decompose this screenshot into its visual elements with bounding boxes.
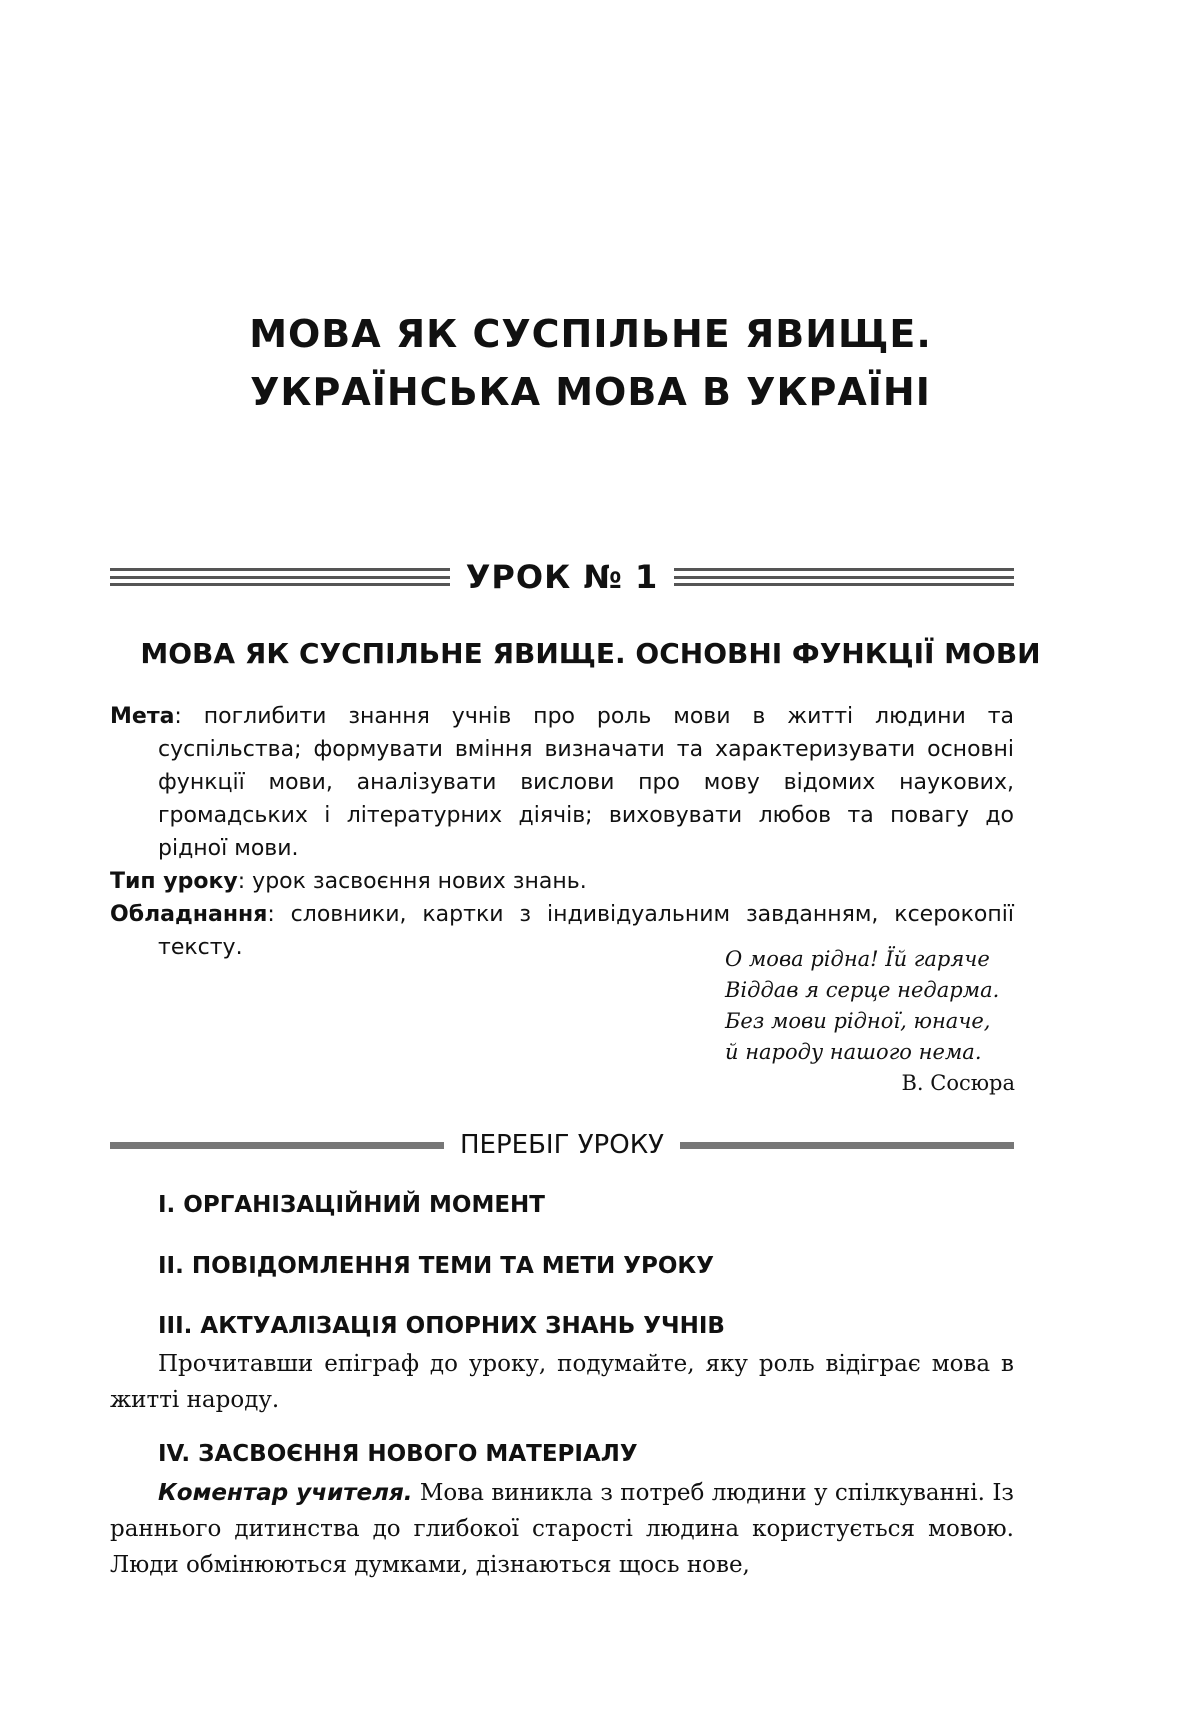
epigraph <box>725 944 1015 1099</box>
stage-4-paragraph <box>110 1475 1014 1583</box>
lesson-type-paragraph <box>110 865 1014 898</box>
lesson-header <box>110 555 1014 599</box>
left-triple-rule <box>110 568 450 586</box>
teacher-comment-label: Коментар учителя. <box>158 1480 413 1506</box>
chapter-title <box>0 305 1181 421</box>
lesson-type-text: : урок засвоєння нових знань. <box>237 869 587 894</box>
stage-heading-1: I. ОРГАНІЗАЦІЙНИЙ МОМЕНТ <box>158 1192 545 1218</box>
lesson-title: МОВА ЯК СУСПІЛЬНЕ ЯВИЩЕ. ОСНОВНІ ФУНКЦІЇ МОВИ <box>140 637 1041 670</box>
goal-paragraph <box>110 700 1014 865</box>
stage-heading-4: IV. ЗАСВОЄННЯ НОВОГО МАТЕРІАЛУ <box>158 1441 638 1467</box>
epigraph-author: В. Сосюра <box>901 1071 1015 1095</box>
stage-3-paragraph: Прочитавши епіграф до уроку, подумайте, яку роль відіграє мова в житті народу. <box>110 1351 1014 1413</box>
right-triple-rule <box>674 568 1014 586</box>
epigraph-line: й народу нашого нема. <box>725 1040 982 1064</box>
epigraph-line: О мова рідна! Їй гаряче <box>725 947 990 971</box>
stage-heading-2: II. ПОВІДОМЛЕННЯ ТЕМИ ТА МЕТИ УРОКУ <box>158 1253 714 1279</box>
goal-label: Мета <box>110 704 175 729</box>
stage-heading-3: III. АКТУАЛІЗАЦІЯ ОПОРНИХ ЗНАНЬ УЧНІВ <box>158 1313 725 1339</box>
lesson-type-label: Тип уроку <box>110 869 238 894</box>
goal-text: : поглибити знання учнів про роль мови в житті людини та суспільства; формувати вміння визначати та характеризувати основні функції мови, аналізувати вислови про мову відомих наукових, громадських і літературних діячів; виховувати любов та повагу до рідної мови. <box>158 704 1014 861</box>
equipment-text: : словники, картки з індивідуальним завданням, ксерокопії тексту. <box>158 902 1014 960</box>
lesson-meta <box>110 700 1014 964</box>
chapter-title-line-2: УКРАЇНСЬКА МОВА В УКРАЇНІ <box>250 370 931 414</box>
left-rule <box>110 1142 444 1149</box>
lesson-flow-label: ПЕРЕБІГ УРОКУ <box>460 1130 665 1160</box>
epigraph-line: Без мови рідної, юначе, <box>725 1009 991 1033</box>
epigraph-line: Віддав я серце недарма. <box>725 978 1000 1002</box>
teacher-comment-text: Мова виникла з потреб людини у спілкуванні. Із раннього дитинства до глибокої старості людина користується мовою. Люди обмінюються думками, дізнаються щось нове, <box>110 1480 1014 1578</box>
right-rule <box>680 1142 1014 1149</box>
chapter-title-line-1: МОВА ЯК СУСПІЛЬНЕ ЯВИЩЕ. <box>249 312 932 356</box>
equipment-label: Обладнання <box>110 902 268 927</box>
lesson-flow-header <box>110 1125 1014 1165</box>
lesson-number: УРОК № 1 <box>465 558 659 596</box>
